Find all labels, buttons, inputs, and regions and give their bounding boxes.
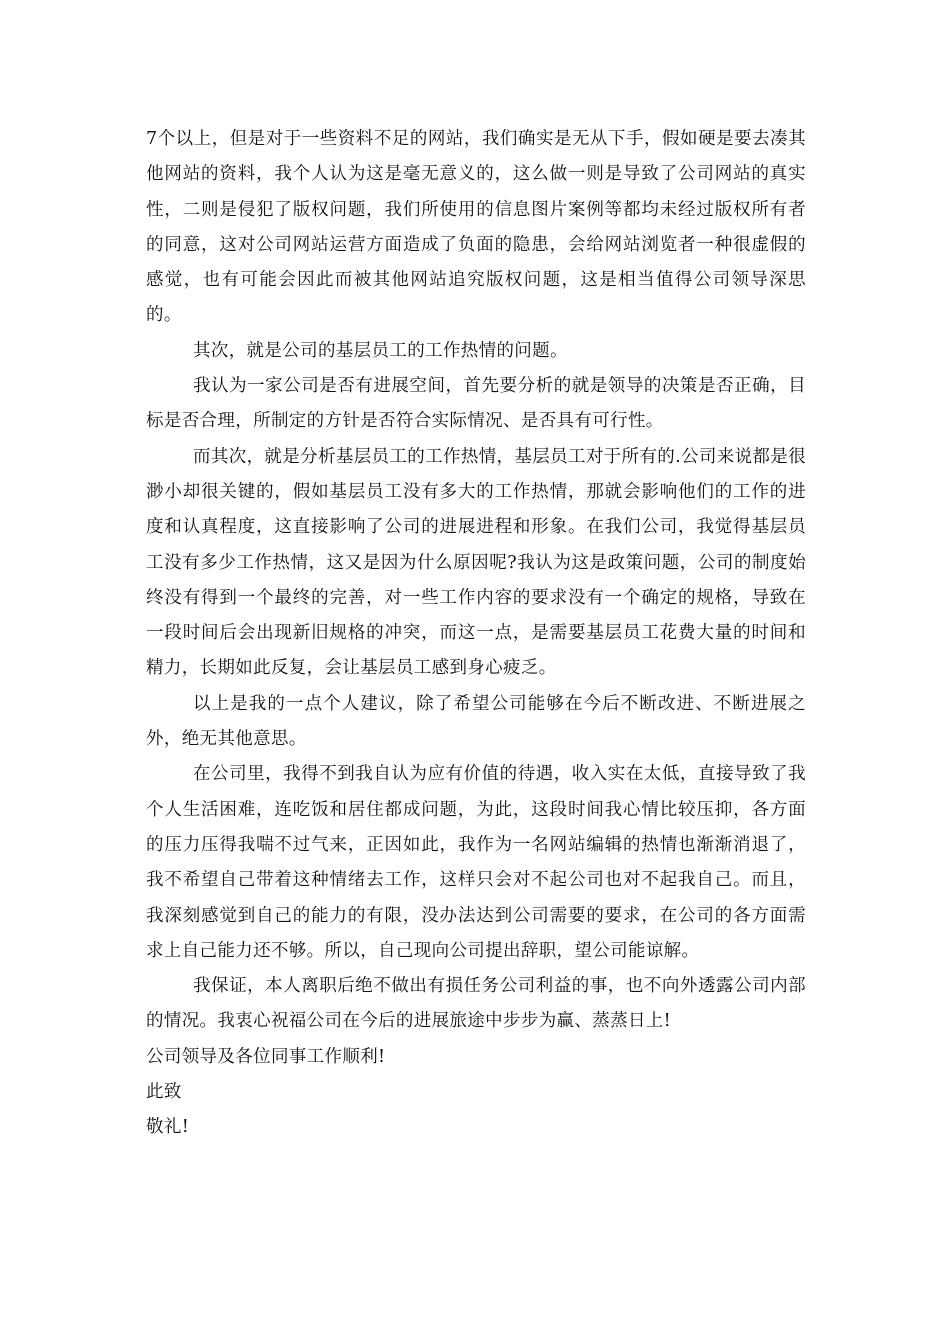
paragraph-copyright-concern: 7个以上，但是对于一些资料不足的网站，我们确实是无从下手，假如硬是要去凑其他网站的资料，我个人认为这是毫无意义的，这么做一则是导致了公司网站的真实性，二则是侵犯了版权问题，我们所使用的信息图片案例等都均未经过版权所有者的同意，这对公司网站运营方面造成了负面的隐患，会给网站浏览者一种很虚假的感觉，也有可能会因此而被其他网站追究版权问题，这是相当值得公司领导深思的。: [146, 129, 806, 326]
closing-wish: 公司领导及各位同事工作顺利!: [146, 1046, 386, 1067]
paragraph-resignation-reason: 在公司里，我得不到我自认为应有价值的待遇，收入实在太低，直接导致了我个人生活困难，连吃饭和居住都成问题，为此，这段时间我心情比较压抑，各方面的压力压得我喘不过气来，正因如此，我作为一名网站编辑的热情也渐渐消退了，我不希望自己带着这种情绪去工作，这样只会对不起公司也对不起我自己。而且，我深刻感觉到自己的能力的有限，没办法达到公司需要的要求，在公司的各方面需求上自己能力还不够。所以，自己现向公司提出辞职，望公司能谅解。: [146, 764, 806, 961]
closing-salutation: 此致: [146, 1082, 182, 1103]
paragraph-staff-enthusiasm: 而其次，就是分析基层员工的工作热情，基层员工对于所有的.公司来说都是很渺小却很关键的，假如基层员工没有多大的工作热情，那就会影响他们的工作的进度和认真程度，这直接影响了公司的进展进程和形象。在我们公司，我觉得基层员工没有多少工作热情，这又是因为什么原因呢?我认为这是政策问题，公司的制度始终没有得到一个最终的完善，对一些工作内容的要求没有一个确定的规格，导致在一段时间后会出现新旧规格的冲突，而这一点，是需要基层员工花费大量的时间和精力，长期如此反复，会让基层员工感到身心疲乏。: [146, 446, 806, 679]
paragraph-guarantee: 我保证，本人离职后绝不做出有损任务公司利益的事，也不向外透露公司内部的情况。我衷心祝福公司在今后的进展旅途中步步为赢、蒸蒸日上!: [146, 976, 806, 1032]
letter-body: [146, 122, 806, 1146]
closing-regards: 敬礼!: [146, 1117, 190, 1138]
paragraph-employee-enthusiasm-intro: 其次，就是公司的基层员工的工作热情的问题。: [193, 340, 568, 361]
paragraph-personal-suggestion: 以上是我的一点个人建议，除了希望公司能够在今后不断改进、不断进展之外，绝无其他意思。: [146, 693, 806, 750]
paragraph-leadership-decisions: 我认为一家公司是否有进展空间，首先要分析的就是领导的决策是否正确，目标是否合理，所制定的方针是否符合实际情况、是否具有可行性。: [146, 376, 806, 432]
